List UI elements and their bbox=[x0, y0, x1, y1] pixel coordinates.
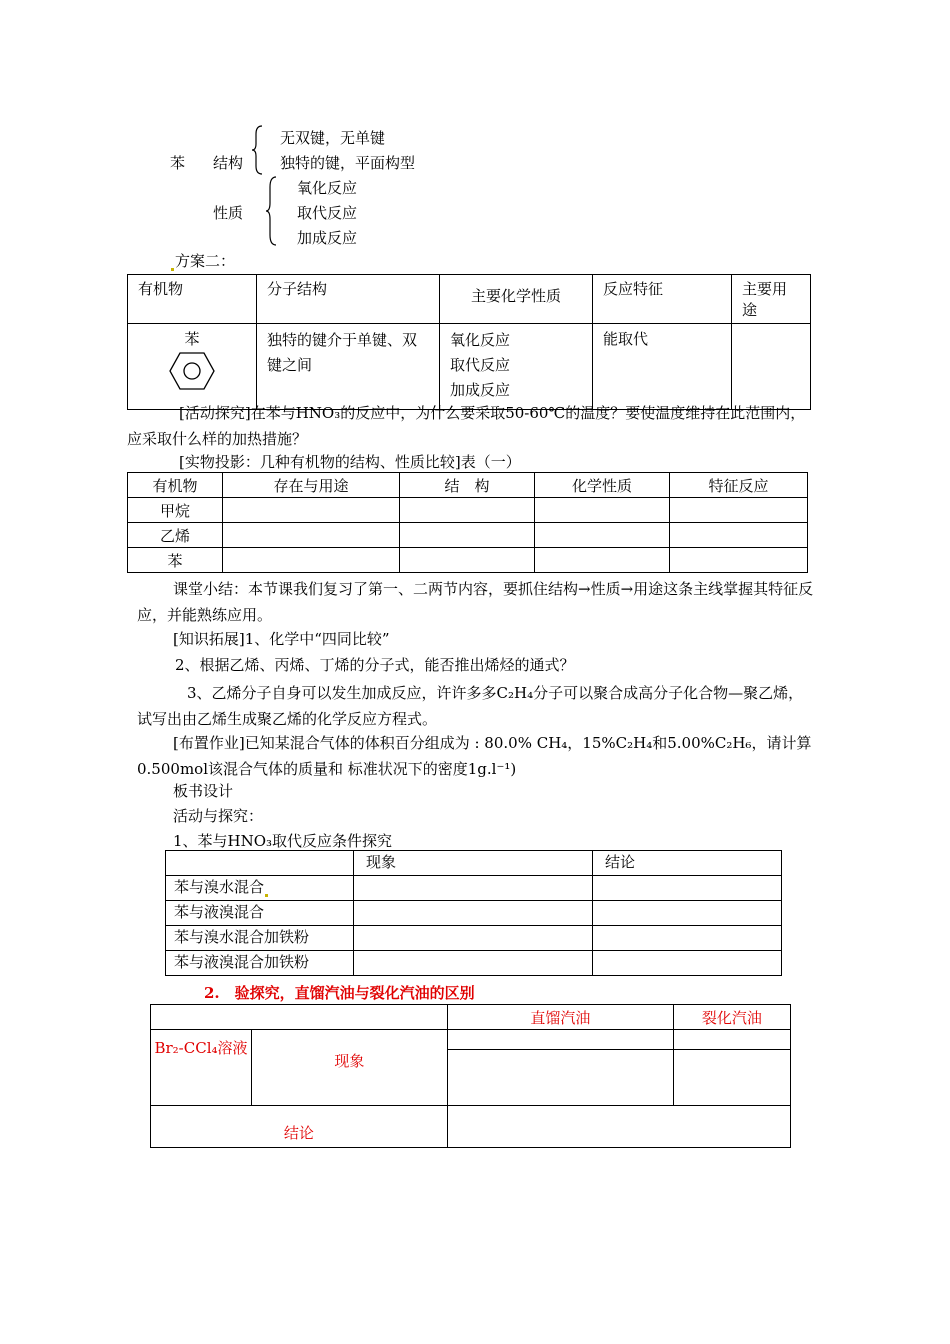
reaction-oxidation: 氧化反应 bbox=[297, 179, 358, 197]
t2-row-benzene: 苯 bbox=[128, 548, 223, 573]
property-label: 性质 bbox=[213, 204, 244, 222]
knowledge-ext-2: 2、根据乙烯、丙烯、丁烯的分子式，能否推出烯烃的通式？ bbox=[175, 656, 575, 674]
knowledge-ext-3: 3、乙烯分子自身可以发生加成反应，许许多多C₂H₄分子可以聚合成高分子化合物—聚乙烯，试写出由乙烯生成聚乙烯的化学反应方程式。 bbox=[137, 684, 804, 728]
benzene-table bbox=[127, 274, 811, 410]
brace-property bbox=[264, 175, 278, 247]
t1-prop-substitution: 取代反应 bbox=[450, 356, 511, 374]
t1-compound: 苯 bbox=[184, 330, 200, 348]
structure-line1: 无双键，无单键 bbox=[280, 129, 386, 147]
t2-row-ethylene: 乙烯 bbox=[128, 523, 223, 548]
t1-header-use: 主要用途 bbox=[732, 275, 811, 324]
t1-props-cell bbox=[440, 324, 593, 410]
t3-row-2: 苯与液溴混合 bbox=[166, 901, 354, 926]
t2-row-methane: 甲烷 bbox=[128, 498, 223, 523]
t3-header-conclusion: 结论 bbox=[593, 851, 782, 876]
t3-header-phenomenon: 现象 bbox=[354, 851, 593, 876]
t2-header-use: 存在与用途 bbox=[223, 473, 400, 498]
board-design: 板书设计 bbox=[173, 782, 234, 800]
homework: [布置作业]已知某混合气体的体积百分组成为 : 80.0% CH₄，15%C₂H₄和5.00%C₂H₆，请计算0.500mol该混合气体的质量和 标准状况下的密度1g.l⁻¹) bbox=[137, 734, 812, 778]
benzene-label: 苯 bbox=[170, 154, 186, 172]
t1-header-feature: 反应特征 bbox=[593, 275, 732, 324]
comparison-table bbox=[127, 472, 808, 573]
t4-reagent: Br₂-CCl₄溶液 bbox=[151, 1030, 252, 1106]
t2-header-chem: 化学性质 bbox=[535, 473, 670, 498]
t1-compound-cell bbox=[128, 324, 257, 410]
projection-paragraph: [实物投影：几种有机物的结构、性质比较]表（一） bbox=[179, 453, 521, 471]
gasoline-table bbox=[150, 1004, 791, 1148]
plan2-label: 方案二： bbox=[170, 250, 235, 271]
item1-heading: 1、苯与HNO₃取代反应条件探究 bbox=[173, 832, 393, 850]
t1-structure: 独特的键介于单键、双键之间 bbox=[257, 324, 440, 410]
t1-header-compound: 有机物 bbox=[128, 275, 257, 324]
t2-header-structure: 结 构 bbox=[400, 473, 535, 498]
class-summary: 课堂小结：本节课我们复习了第一、二两节内容，要抓住结构→性质→用途这条主线掌握其特征反应，并能熟练应用。 bbox=[137, 580, 814, 624]
t1-feature: 能取代 bbox=[593, 324, 732, 410]
t1-prop-oxidation: 氧化反应 bbox=[450, 331, 511, 349]
t2-header-compound: 有机物 bbox=[128, 473, 223, 498]
benzene-ring-icon bbox=[168, 351, 216, 391]
activity-heading: 活动与探究： bbox=[173, 807, 264, 825]
item2-heading: 2. 验探究，直馏汽油与裂化汽油的区别 bbox=[204, 984, 475, 1002]
t3-header-empty bbox=[166, 851, 354, 876]
t3-row-4: 苯与液溴混合加铁粉 bbox=[166, 951, 354, 976]
t1-use bbox=[732, 324, 811, 410]
bromine-table bbox=[165, 850, 782, 976]
structure-label: 结构 bbox=[213, 154, 244, 172]
knowledge-ext-1: [知识拓展]1、化学中“四同比较” bbox=[173, 630, 390, 648]
t4-phenomenon: 现象 bbox=[252, 1030, 448, 1106]
t1-prop-addition: 加成反应 bbox=[450, 381, 511, 399]
t4-header-straight: 直馏汽油 bbox=[447, 1005, 673, 1030]
activity-paragraph: [活动探究]在苯与HNO₃的反应中，为什么要采取50-60℃的温度？要使温度维持在此范围内，应采取什么样的加热措施？ bbox=[127, 404, 806, 448]
t1-header-props: 主要化学性质 bbox=[440, 275, 593, 324]
t2-header-reaction: 特征反应 bbox=[670, 473, 808, 498]
t4-header-cracked: 裂化汽油 bbox=[673, 1005, 790, 1030]
t3-row-3: 苯与溴水混合加铁粉 bbox=[166, 926, 354, 951]
t4-conclusion: 结论 bbox=[151, 1106, 448, 1148]
reaction-addition: 加成反应 bbox=[297, 229, 358, 247]
brace-structure bbox=[250, 124, 264, 176]
structure-line2: 独特的键，平面构型 bbox=[280, 154, 416, 172]
t3-row-1: 苯与溴水混合 bbox=[166, 876, 354, 901]
t1-header-structure: 分子结构 bbox=[257, 275, 440, 324]
reaction-substitution: 取代反应 bbox=[297, 204, 358, 222]
